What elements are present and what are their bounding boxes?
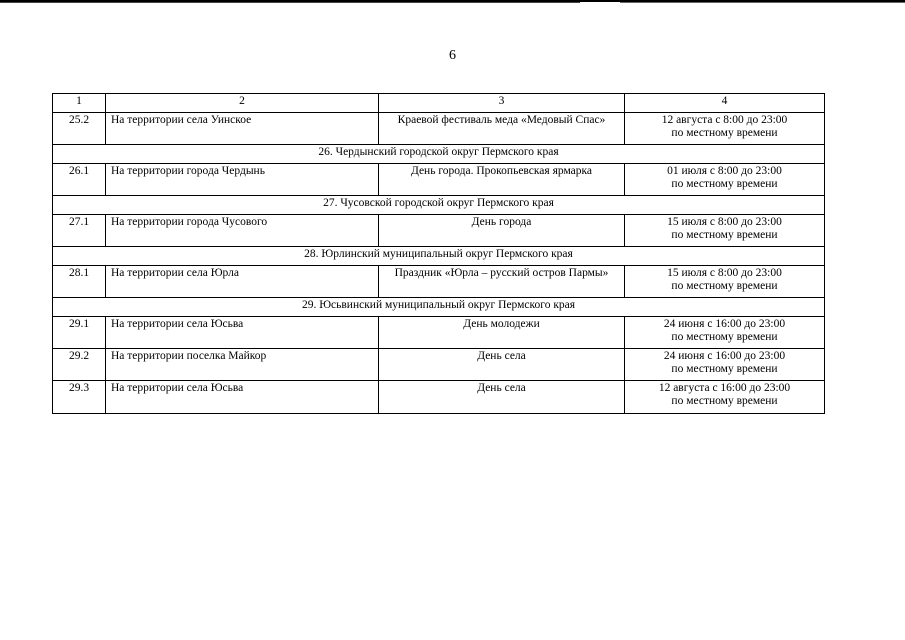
- row-time: [625, 266, 825, 298]
- row-place: На территории города Чусового: [106, 215, 379, 247]
- row-time-line2: по местному времени: [671, 331, 778, 343]
- row-number: 29.2: [53, 349, 106, 381]
- row-time: [625, 113, 825, 145]
- row-event: День города. Прокопьевская ярмарка: [379, 164, 625, 196]
- section-title: 29. Юсьвинский муниципальный округ Пермского края: [53, 298, 825, 317]
- row-time-line1: 24 июня с 16:00 до 23:00: [663, 318, 786, 330]
- row-event: День села: [379, 381, 625, 414]
- row-place: На территории села Уинское: [106, 113, 379, 145]
- row-number: 27.1: [53, 215, 106, 247]
- header-cell-4: 4: [625, 94, 825, 113]
- table-row: [53, 215, 825, 247]
- row-time-line2: по местному времени: [671, 178, 778, 190]
- row-time-line1: 15 июля с 8:00 до 23:00: [667, 267, 782, 279]
- row-time: [625, 164, 825, 196]
- table-row: [53, 317, 825, 349]
- section-title: 26. Чердынский городской округ Пермского края: [53, 145, 825, 164]
- table-row: [53, 113, 825, 145]
- row-event: День села: [379, 349, 625, 381]
- section-title: 27. Чусовской городской округ Пермского края: [53, 196, 825, 215]
- row-number: 28.1: [53, 266, 106, 298]
- header-cell-3: 3: [379, 94, 625, 113]
- row-time: [625, 317, 825, 349]
- row-time: [625, 349, 825, 381]
- row-number: 26.1: [53, 164, 106, 196]
- row-event: Праздник «Юрла – русский остров Пармы»: [379, 266, 625, 298]
- row-event: День молодежи: [379, 317, 625, 349]
- section-row: [53, 196, 825, 215]
- scan-edge-line-right: [620, 2, 905, 3]
- row-time: [625, 215, 825, 247]
- row-time-line1: 12 августа с 8:00 до 23:00: [661, 114, 788, 126]
- section-row: [53, 145, 825, 164]
- row-number: 29.1: [53, 317, 106, 349]
- row-place: На территории села Юрла: [106, 266, 379, 298]
- table-row: [53, 349, 825, 381]
- row-number: 29.3: [53, 381, 106, 414]
- row-time-line1: 12 августа с 16:00 до 23:00: [658, 382, 791, 394]
- row-time-line2: по местному времени: [671, 280, 778, 292]
- row-time-line2: по местному времени: [671, 363, 778, 375]
- section-row: [53, 298, 825, 317]
- row-time-line2: по местному времени: [671, 229, 778, 241]
- table-row: [53, 266, 825, 298]
- row-time-line2: по местному времени: [671, 395, 778, 407]
- row-time: [625, 381, 825, 414]
- row-time-line2: по местному времени: [671, 127, 778, 139]
- header-cell-1: 1: [53, 94, 106, 113]
- row-place: На территории села Юсьва: [106, 381, 379, 414]
- page-number: 6: [449, 48, 456, 63]
- scan-edge-line: [0, 2, 580, 3]
- section-row: [53, 247, 825, 266]
- section-title: 28. Юрлинский муниципальный округ Пермского края: [53, 247, 825, 266]
- row-number: 25.2: [53, 113, 106, 145]
- row-time-line1: 01 июля с 8:00 до 23:00: [667, 165, 782, 177]
- row-time-line1: 15 июля с 8:00 до 23:00: [667, 216, 782, 228]
- row-time-line1: 24 июня с 16:00 до 23:00: [663, 350, 786, 362]
- row-place: На территории поселка Майкор: [106, 349, 379, 381]
- row-event: День города: [379, 215, 625, 247]
- table-header-row: [53, 94, 825, 113]
- row-event: Краевой фестиваль меда «Медовый Спас»: [379, 113, 625, 145]
- table-row: [53, 381, 825, 414]
- events-table: [52, 93, 825, 414]
- row-place: На территории села Юсьва: [106, 317, 379, 349]
- table-row: [53, 164, 825, 196]
- row-place: На территории города Чердынь: [106, 164, 379, 196]
- header-cell-2: 2: [106, 94, 379, 113]
